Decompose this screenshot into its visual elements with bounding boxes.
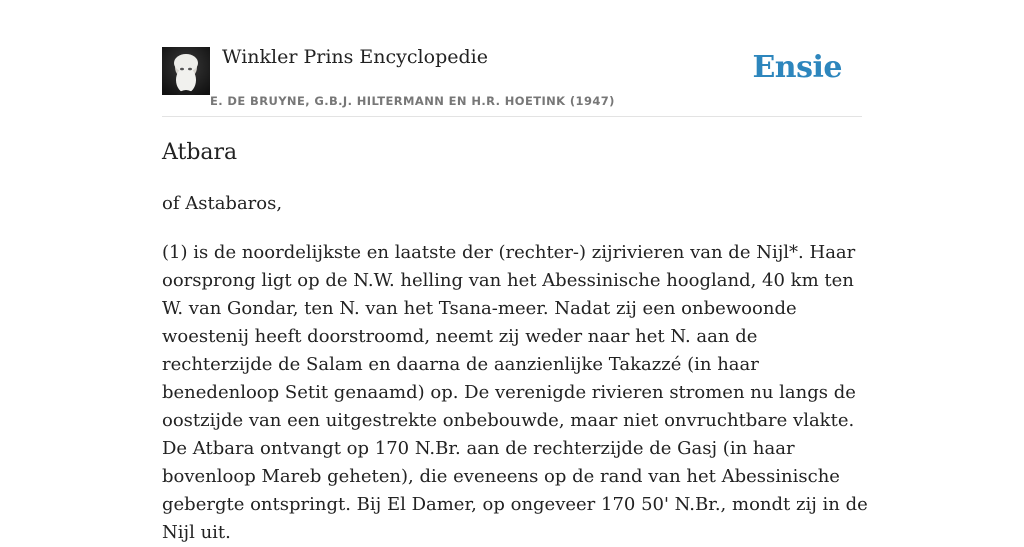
article-body: (1) is de noordelijkste en laatste der (rechter-) zijrivieren van de Nijl*. Haar oorsprong ligt op de N.W. helling van het Abessinische hoogland, 40 km ten W. van Gondar, ten N. van het Tsana-meer. Nadat zij een onbewoonde woestenij heeft doorstroomd, neemt zij weder naar het N. aan de rechterzijde de Salam en daarna de aanzienlijke Takazzé (in haar benedenloop Setit genaamd) op. De verenigde rivieren stromen nu langs de oostzijde van een uitgestrekte onbebouwde, maar niet onvruchtbare vlakte. De Atbara ontvangt op 170 N.Br. aan de rechterzijde de Gasj (in haar bovenloop Mareb geheten), die eveneens op de rand van het Abessinische gebergte ontspringt. Bij El Damer, op ongeveer 170 50' N.Br., mondt zij in de Nijl uit.	[162, 242, 868, 543]
header	[162, 0, 862, 117]
author-portrait-avatar	[162, 47, 210, 95]
article-title: Atbara	[162, 140, 238, 165]
brand-logo-link[interactable]: Ensie	[752, 50, 842, 85]
portrait-icon	[162, 47, 210, 95]
page	[162, 0, 868, 543]
site-title[interactable]: Winkler Prins Encyclopedie	[222, 46, 488, 68]
authors-credit: E. DE BRUYNE, G.B.J. HILTERMANN EN H.R. HOETINK (1947)	[210, 94, 615, 108]
article-subtitle: of Astabaros,	[162, 193, 283, 214]
